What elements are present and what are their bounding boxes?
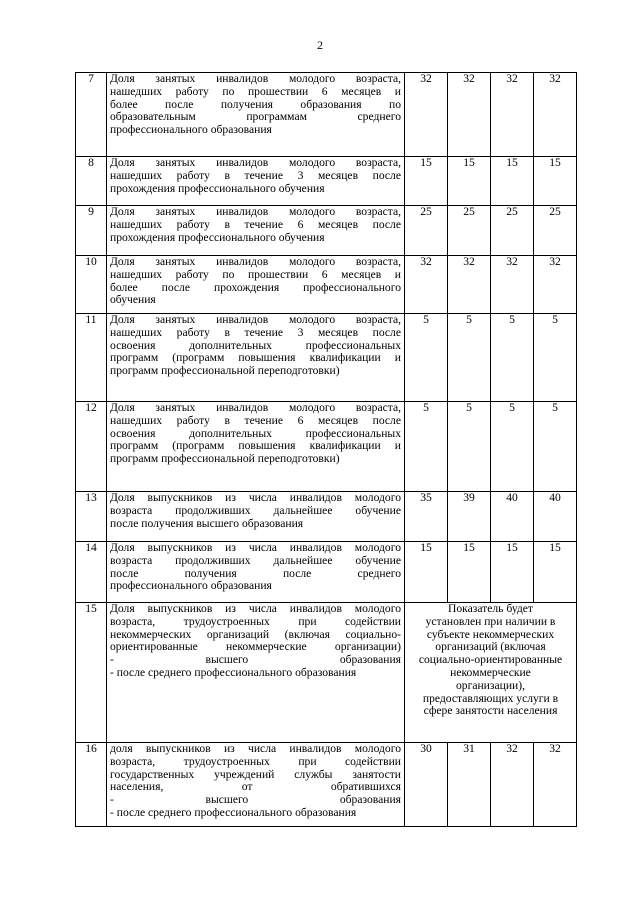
indicator-value: 25 — [534, 206, 577, 256]
indicator-description — [107, 492, 405, 542]
indicator-value: 5 — [448, 314, 491, 402]
indicator-description — [107, 743, 405, 827]
table-row — [76, 157, 577, 206]
description-line: населения, от обратившихся — [110, 780, 401, 794]
description-line: Доля занятых инвалидов молодого возраста, — [110, 72, 401, 85]
description-line: доля выпускников из числа инвалидов молодого — [110, 742, 401, 755]
description-line: нашедших работу в течение 3 месяцев после — [110, 168, 401, 182]
description-line: после получения высшего образования — [110, 516, 304, 530]
indicator-value: 32 — [534, 256, 577, 314]
indicator-value: 5 — [491, 402, 534, 492]
note-line: субъекте некоммерческих — [426, 627, 555, 641]
row-number: 10 — [76, 256, 107, 314]
indicator-note — [405, 603, 577, 743]
row-number: 7 — [76, 73, 107, 157]
description-line: нашедших работу в течение 6 месяцев после — [110, 413, 401, 427]
note-line: предоставляющих услуги в — [422, 691, 559, 705]
indicator-value: 5 — [491, 314, 534, 402]
description-line: - высшего образования — [110, 793, 401, 807]
indicator-value: 15 — [491, 542, 534, 603]
table-row — [76, 603, 577, 743]
table-row — [76, 206, 577, 256]
row-number: 9 — [76, 206, 107, 256]
description-line: после получения после среднего — [110, 566, 401, 580]
table-row — [76, 73, 577, 157]
indicator-value: 39 — [448, 492, 491, 542]
note-line: Показатель будет — [447, 602, 534, 615]
row-number: 15 — [76, 603, 107, 743]
indicator-value: 15 — [405, 157, 448, 206]
note-line: сфере занятости населения — [423, 704, 558, 718]
indicator-value: 15 — [534, 157, 577, 206]
indicator-value: 25 — [491, 206, 534, 256]
note-line: некоммерческие — [450, 665, 531, 679]
note-line: установлен при наличии в — [425, 614, 556, 628]
description-line: профессионального образования — [110, 123, 272, 137]
note-line: социально-ориентированные — [418, 653, 563, 667]
indicator-value: 15 — [405, 542, 448, 603]
indicator-value: 15 — [534, 542, 577, 603]
note-line: организаций (включая — [435, 640, 546, 654]
indicator-value: 32 — [405, 256, 448, 314]
indicator-description — [107, 256, 405, 314]
indicator-description — [107, 402, 405, 492]
indicator-value: 25 — [405, 206, 448, 256]
description-line: государственных учреждений службы занятости — [110, 767, 401, 781]
description-line: освоения дополнительных профессиональных — [110, 426, 401, 440]
description-line: прохождения профессионального обучения — [110, 230, 325, 244]
indicator-value: 32 — [491, 743, 534, 827]
description-line: - высшего образования — [110, 653, 401, 667]
description-line: нашедших работу по прошествии 6 месяцев и — [110, 267, 401, 281]
row-number: 8 — [76, 157, 107, 206]
row-number: 12 — [76, 402, 107, 492]
description-line: программ профессиональной переподготовки) — [110, 452, 340, 466]
description-line: возраста, трудоустроенных при содействии — [110, 614, 401, 628]
description-line: ориентированные некоммерческие организации) — [110, 640, 401, 654]
indicator-value: 31 — [448, 743, 491, 827]
indicator-value: 5 — [405, 314, 448, 402]
indicator-value: 32 — [491, 73, 534, 157]
indicator-description — [107, 73, 405, 157]
table-row — [76, 402, 577, 492]
description-line: обучения — [110, 293, 156, 307]
description-line: программ (программ повышения квалификации и — [110, 351, 401, 365]
row-number: 13 — [76, 492, 107, 542]
indicator-value: 40 — [534, 492, 577, 542]
indicator-value: 5 — [534, 314, 577, 402]
description-line: более после прохождения профессионального — [110, 280, 401, 294]
indicator-value: 40 — [491, 492, 534, 542]
indicator-table — [75, 72, 577, 827]
description-line: образовательным программам среднего — [110, 110, 401, 124]
indicator-value: 15 — [448, 157, 491, 206]
description-line: Доля выпускников из числа инвалидов молодого — [110, 602, 401, 615]
indicator-value: 25 — [448, 206, 491, 256]
description-line: - после среднего профессионального образования — [110, 805, 357, 819]
row-number: 11 — [76, 314, 107, 402]
indicator-value: 32 — [448, 73, 491, 157]
indicator-value: 32 — [405, 73, 448, 157]
description-line: возраста продолживших дальнейшее обучение — [110, 503, 401, 517]
indicator-value: 32 — [491, 256, 534, 314]
description-line: возраста продолживших дальнейшее обучение — [110, 553, 401, 567]
description-line: освоения дополнительных профессиональных — [110, 338, 401, 352]
description-line: нашедших работу по прошествии 6 месяцев и — [110, 84, 401, 98]
description-line: Доля занятых инвалидов молодого возраста, — [110, 205, 401, 218]
description-line: нашедших работу в течение 3 месяцев после — [110, 325, 401, 339]
indicator-value: 32 — [534, 743, 577, 827]
indicator-description — [107, 314, 405, 402]
description-line: Доля выпускников из числа инвалидов молодого — [110, 491, 401, 504]
indicator-value: 5 — [405, 402, 448, 492]
indicator-description — [107, 206, 405, 256]
page-number: 2 — [317, 38, 323, 52]
indicator-value: 15 — [448, 542, 491, 603]
description-line: Доля занятых инвалидов молодого возраста, — [110, 156, 401, 169]
description-line: Доля занятых инвалидов молодого возраста, — [110, 255, 401, 268]
indicator-value: 30 — [405, 743, 448, 827]
description-line: - после среднего профессионального образования — [110, 665, 357, 679]
indicator-description — [107, 603, 405, 743]
description-line: программ (программ повышения квалификации и — [110, 439, 401, 453]
indicator-value: 32 — [534, 73, 577, 157]
description-line: программ профессиональной переподготовки) — [110, 364, 340, 378]
table-row — [76, 256, 577, 314]
indicator-value: 5 — [448, 402, 491, 492]
indicator-value: 35 — [405, 492, 448, 542]
description-line: возраста, трудоустроенных при содействии — [110, 754, 401, 768]
indicator-value: 5 — [534, 402, 577, 492]
description-line: Доля выпускников из числа инвалидов молодого — [110, 541, 401, 554]
description-line: Доля занятых инвалидов молодого возраста, — [110, 401, 401, 414]
description-line: Доля занятых инвалидов молодого возраста, — [110, 313, 401, 326]
description-line: более после получения образования по — [110, 97, 401, 111]
indicator-value: 15 — [491, 157, 534, 206]
description-line: некоммерческих организаций (включая социально- — [110, 627, 401, 641]
indicator-description — [107, 157, 405, 206]
row-number: 16 — [76, 743, 107, 827]
table-row — [76, 542, 577, 603]
table-row — [76, 743, 577, 827]
row-number: 14 — [76, 542, 107, 603]
table-row — [76, 492, 577, 542]
table-row — [76, 314, 577, 402]
description-line: профессионального образования — [110, 579, 272, 593]
description-line: прохождения профессионального обучения — [110, 181, 325, 195]
indicator-description — [107, 542, 405, 603]
note-line: организации), — [455, 678, 525, 692]
description-line: нашедших работу в течение 6 месяцев после — [110, 217, 401, 231]
indicator-value: 32 — [448, 256, 491, 314]
